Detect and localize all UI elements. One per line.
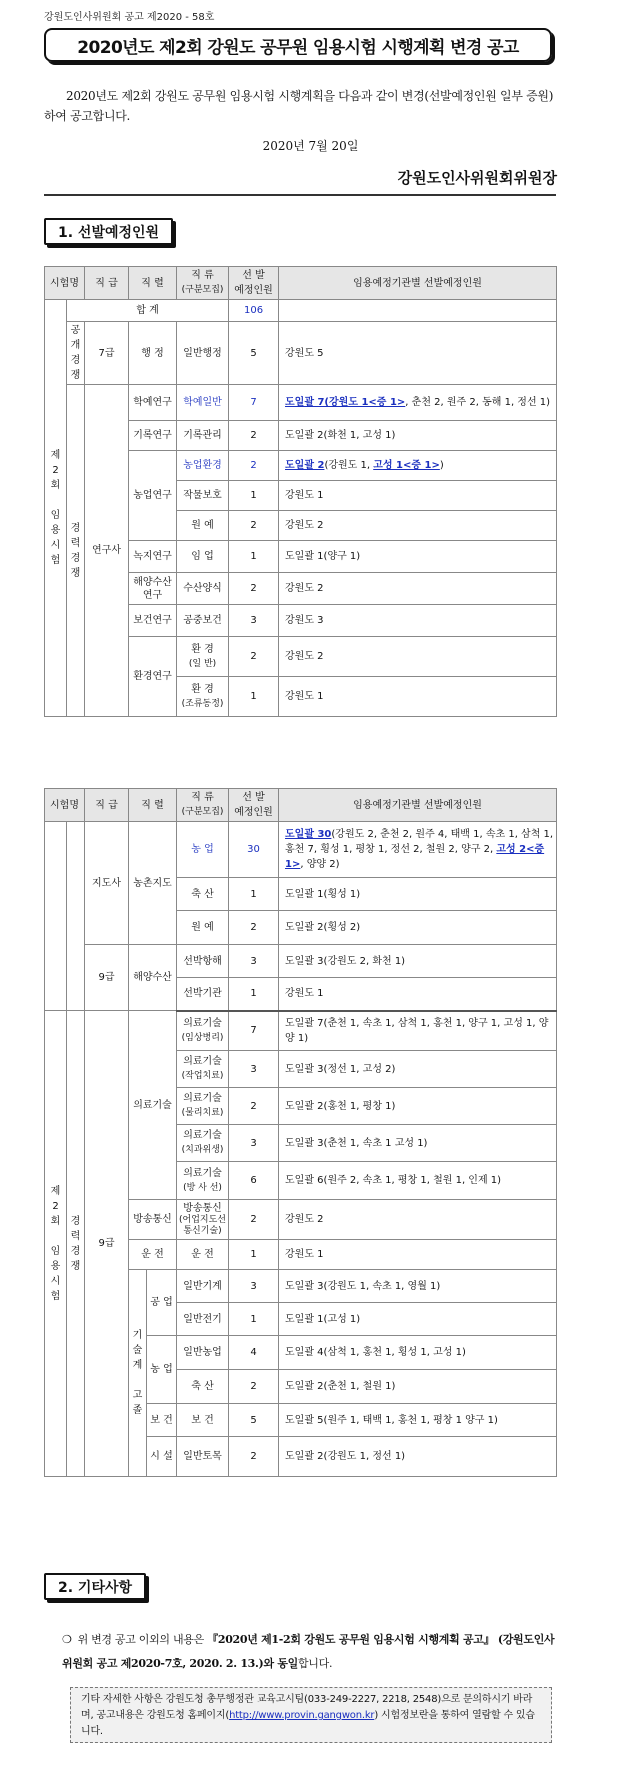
homepage-link[interactable]: http://www.provin.gangwon.kr <box>229 1710 375 1721</box>
alloc-cell: 도일괄 3(강원도 2, 화천 1) <box>279 945 557 978</box>
count-cell: 5 <box>229 322 279 385</box>
type-cell: 방송통신 (어업지도선 통신기술) <box>177 1200 229 1240</box>
type-cell: 의료기술 (방 사 선) <box>177 1162 229 1200</box>
count-cell: 2 <box>229 1437 279 1477</box>
type-cell: 기록관리 <box>177 421 229 451</box>
table-row <box>45 385 557 421</box>
type-cell: 의료기술 (임상병리) <box>177 1011 229 1051</box>
alloc-cell: 강원도 5 <box>279 322 557 385</box>
count-cell: 2 <box>229 1088 279 1125</box>
alloc-cell: 도일괄 3(강원도 1, 속초 1, 영월 1) <box>279 1270 557 1303</box>
type-cell: 선박항해 <box>177 945 229 978</box>
alloc-cell: 도일괄 2(강원도 1, 정선 1) <box>279 1437 557 1477</box>
alloc-cell: 강원도 1 <box>279 1240 557 1270</box>
alloc-cell: 강원도 2 <box>279 573 557 605</box>
type-cell: 수산양식 <box>177 573 229 605</box>
etc-paragraph: ❍ 위 변경 공고 이외의 내용은 『2020년 제1-2회 강원도 공무원 임용시험 시행계획 공고』 (강원도인사위원회 공고 제2020-7호, 2020. 2. 13.)와 동일합니다. <box>62 1633 555 1670</box>
count-cell: 2 <box>229 1200 279 1240</box>
count-cell: 2 <box>229 573 279 605</box>
series-cell: 해양수산연구 <box>129 573 177 605</box>
table-header-row <box>45 789 557 822</box>
count-cell: 1 <box>229 481 279 511</box>
total-row <box>45 300 557 322</box>
announcement-date: 2020년 7월 20일 <box>262 139 359 153</box>
table-row <box>45 1011 557 1051</box>
alloc-cell: 도일괄 1(횡성 1) <box>279 878 557 911</box>
count-cell: 2 <box>229 511 279 541</box>
exam-name-cell: 제 2 회 임 용 시 험 <box>45 1011 67 1477</box>
series-cell: 농업연구 <box>129 451 177 541</box>
alloc-cell: 도일괄 1(양구 1) <box>279 541 557 573</box>
alloc-cell: 강원도 2 <box>279 1200 557 1240</box>
count-cell: 2 <box>229 637 279 677</box>
count-cell: 1 <box>229 1303 279 1336</box>
career-category <box>67 822 85 1011</box>
series-cell: 농촌지도 <box>129 822 177 945</box>
type-cell: 일반토목 <box>177 1437 229 1477</box>
type-cell: 농업환경 <box>177 451 229 481</box>
series-cell: 행 정 <box>129 322 177 385</box>
type-cell: 농 업 <box>177 822 229 878</box>
count-cell: 2 <box>229 421 279 451</box>
type-cell: 의료기술 (치과위생) <box>177 1125 229 1162</box>
alloc-cell: 도일괄 7(강원도 1<증 1>, 춘천 2, 원주 2, 동해 1, 정선 1) <box>279 385 557 421</box>
count-cell: 1 <box>229 978 279 1011</box>
grade-cell: 7급 <box>85 322 129 385</box>
series-cell: 의료기술 <box>129 1011 177 1200</box>
alloc-cell: 도일괄 2(화천 1, 고성 1) <box>279 421 557 451</box>
header-count: 선 발 예정인원 <box>229 789 279 822</box>
type-cell: 작물보호 <box>177 481 229 511</box>
alloc-cell: 도일괄 3(춘천 1, 속초 1 고성 1) <box>279 1125 557 1162</box>
sub-series-cell: 보 건 <box>147 1404 177 1437</box>
count-cell: 6 <box>229 1162 279 1200</box>
count-cell: 1 <box>229 878 279 911</box>
grade-cell: 9급 <box>85 945 129 1011</box>
bullet-icon: ❍ <box>62 1633 72 1646</box>
count-cell: 3 <box>229 605 279 637</box>
type-cell: 임 업 <box>177 541 229 573</box>
intro-paragraph: 2020년도 제2회 강원도 공무원 임용시험 시행계획을 다음과 같이 변경(선발예정인원 일부 증원)하여 공고합니다. <box>44 89 554 123</box>
header-exam: 시험명 <box>45 267 85 300</box>
sub-series-cell: 공 업 <box>147 1270 177 1336</box>
total-value: 106 <box>229 300 279 322</box>
alloc-cell: 도일괄 6(원주 2, 속초 1, 평창 1, 철원 1, 인제 1) <box>279 1162 557 1200</box>
document-number: 강원도인사위원회 공고 제2020 - 58호 <box>44 12 215 23</box>
section-1-title: 1. 선발예정인원 <box>44 218 173 245</box>
type-cell: 원 예 <box>177 511 229 541</box>
type-cell: 원 예 <box>177 911 229 945</box>
type-cell: 의료기술 (물리치료) <box>177 1088 229 1125</box>
count-cell: 3 <box>229 945 279 978</box>
exam-name-cell <box>45 822 67 1011</box>
count-cell: 2 <box>229 1370 279 1404</box>
header-count: 선 발 예정인원 <box>229 267 279 300</box>
sub-series-cell: 시 설 <box>147 1437 177 1477</box>
alloc-cell: 도일괄 2(강원도 1, 고성 1<증 1>) <box>279 451 557 481</box>
count-cell: 4 <box>229 1336 279 1370</box>
alloc-cell: 도일괄 4(삼척 1, 홍천 1, 횡성 1, 고성 1) <box>279 1336 557 1370</box>
count-cell: 3 <box>229 1125 279 1162</box>
type-cell: 일반전기 <box>177 1303 229 1336</box>
count-cell: 5 <box>229 1404 279 1437</box>
alloc-cell: 도일괄 30(강원도 2, 춘천 2, 원주 4, 태백 1, 속초 1, 삼척 1, 홍천 7, 횡성 1, 평창 1, 정선 2, 철원 2, 양구 2, 고성 2<증 1>, 양양 2) <box>279 822 557 878</box>
type-cell: 일반농업 <box>177 1336 229 1370</box>
series-cell: 녹지연구 <box>129 541 177 573</box>
type-cell: 일반행정 <box>177 322 229 385</box>
series-cell: 해양수산 <box>129 945 177 1011</box>
count-cell: 7 <box>229 1011 279 1051</box>
type-cell: 축 산 <box>177 1370 229 1404</box>
series-cell: 방송통신 <box>129 1200 177 1240</box>
divider <box>44 194 556 196</box>
signer: 강원도인사위원회위원장 <box>397 169 557 187</box>
header-alloc: 임용예정기관별 선발예정인원 <box>279 789 557 822</box>
alloc-cell: 강원도 1 <box>279 978 557 1011</box>
public-category: 공 개 경 쟁 <box>67 322 85 385</box>
count-cell: 3 <box>229 1051 279 1088</box>
total-alloc <box>279 300 557 322</box>
header-type: 직 류 (구분모집) <box>177 789 229 822</box>
type-cell: 환 경 (조류동정) <box>177 677 229 717</box>
header-alloc: 임용예정기관별 선발예정인원 <box>279 267 557 300</box>
header-series: 직 렬 <box>129 267 177 300</box>
table-row <box>45 945 557 978</box>
type-cell: 선박기관 <box>177 978 229 1011</box>
career-category: 경 력 경 쟁 <box>67 1011 85 1477</box>
count-cell: 1 <box>229 677 279 717</box>
series-cell: 보건연구 <box>129 605 177 637</box>
table-header-row <box>45 267 557 300</box>
table-row <box>45 822 557 878</box>
type-cell: 일반기계 <box>177 1270 229 1303</box>
series-cell: 기록연구 <box>129 421 177 451</box>
series-cell: 환경연구 <box>129 637 177 717</box>
type-cell: 환 경 (일 반) <box>177 637 229 677</box>
count-cell: 2 <box>229 451 279 481</box>
section-2-title: 2. 기타사항 <box>44 1573 146 1600</box>
alloc-cell: 강원도 3 <box>279 605 557 637</box>
alloc-cell: 강원도 1 <box>279 677 557 717</box>
type-cell: 운 전 <box>177 1240 229 1270</box>
header-grade: 직 급 <box>85 789 129 822</box>
exam-name-cell: 제 2 회 임 용 시 험 <box>45 300 67 717</box>
count-cell: 2 <box>229 911 279 945</box>
career-category: 경 력 경 쟁 <box>67 385 85 717</box>
alloc-cell: 도일괄 5(원주 1, 태백 1, 홍천 1, 평창 1 양구 1) <box>279 1404 557 1437</box>
header-series: 직 렬 <box>129 789 177 822</box>
type-cell: 공중보건 <box>177 605 229 637</box>
page-title: 2020년도 제2회 강원도 공무원 임용시험 시행계획 변경 공고 <box>44 28 552 62</box>
type-cell: 학예일반 <box>177 385 229 421</box>
header-exam: 시험명 <box>45 789 85 822</box>
alloc-cell: 강원도 1 <box>279 481 557 511</box>
series-cell: 운 전 <box>129 1240 177 1270</box>
alloc-cell: 도일괄 7(춘천 1, 속초 1, 삼척 1, 홍천 1, 양구 1, 고성 1, 양양 1) <box>279 1011 557 1051</box>
count-cell: 3 <box>229 1270 279 1303</box>
grade-cell: 9급 <box>85 1011 129 1477</box>
type-cell: 축 산 <box>177 878 229 911</box>
count-cell: 1 <box>229 541 279 573</box>
series-cell: 학예연구 <box>129 385 177 421</box>
alloc-cell: 강원도 2 <box>279 637 557 677</box>
count-cell: 30 <box>229 822 279 878</box>
count-cell: 7 <box>229 385 279 421</box>
total-label: 합 계 <box>67 300 229 322</box>
alloc-cell: 도일괄 3(정선 1, 고성 2) <box>279 1051 557 1088</box>
count-cell: 1 <box>229 1240 279 1270</box>
grade-cell: 지도사 <box>85 822 129 945</box>
table-row <box>45 322 557 385</box>
header-grade: 직 급 <box>85 267 129 300</box>
alloc-cell: 강원도 2 <box>279 511 557 541</box>
alloc-cell: 도일괄 1(고성 1) <box>279 1303 557 1336</box>
contact-note: 기타 자세한 사항은 강원도청 총무행정관 교육고시팀(033-249-2227, 2218, 2548)으로 문의하시기 바라며, 공고내용은 강원도청 홈페이지(http://www.provin.gangwon.kr) 시험정보란을 통하여 열람할 수 있습니다. <box>70 1687 552 1743</box>
grade-cell: 연구사 <box>85 385 129 717</box>
recruitment-table-1 <box>44 266 557 717</box>
recruitment-table-2 <box>44 788 557 1477</box>
type-cell: 보 건 <box>177 1404 229 1437</box>
header-type: 직 류 (구분모집) <box>177 267 229 300</box>
sub-series-cell: 농 업 <box>147 1336 177 1404</box>
tech-group-cell: 기 술 계 고 졸 <box>129 1270 147 1477</box>
alloc-cell: 도일괄 2(홍천 1, 평창 1) <box>279 1088 557 1125</box>
alloc-cell: 도일괄 2(춘천 1, 철원 1) <box>279 1370 557 1404</box>
type-cell: 의료기술 (작업치료) <box>177 1051 229 1088</box>
alloc-cell: 도일괄 2(횡성 2) <box>279 911 557 945</box>
